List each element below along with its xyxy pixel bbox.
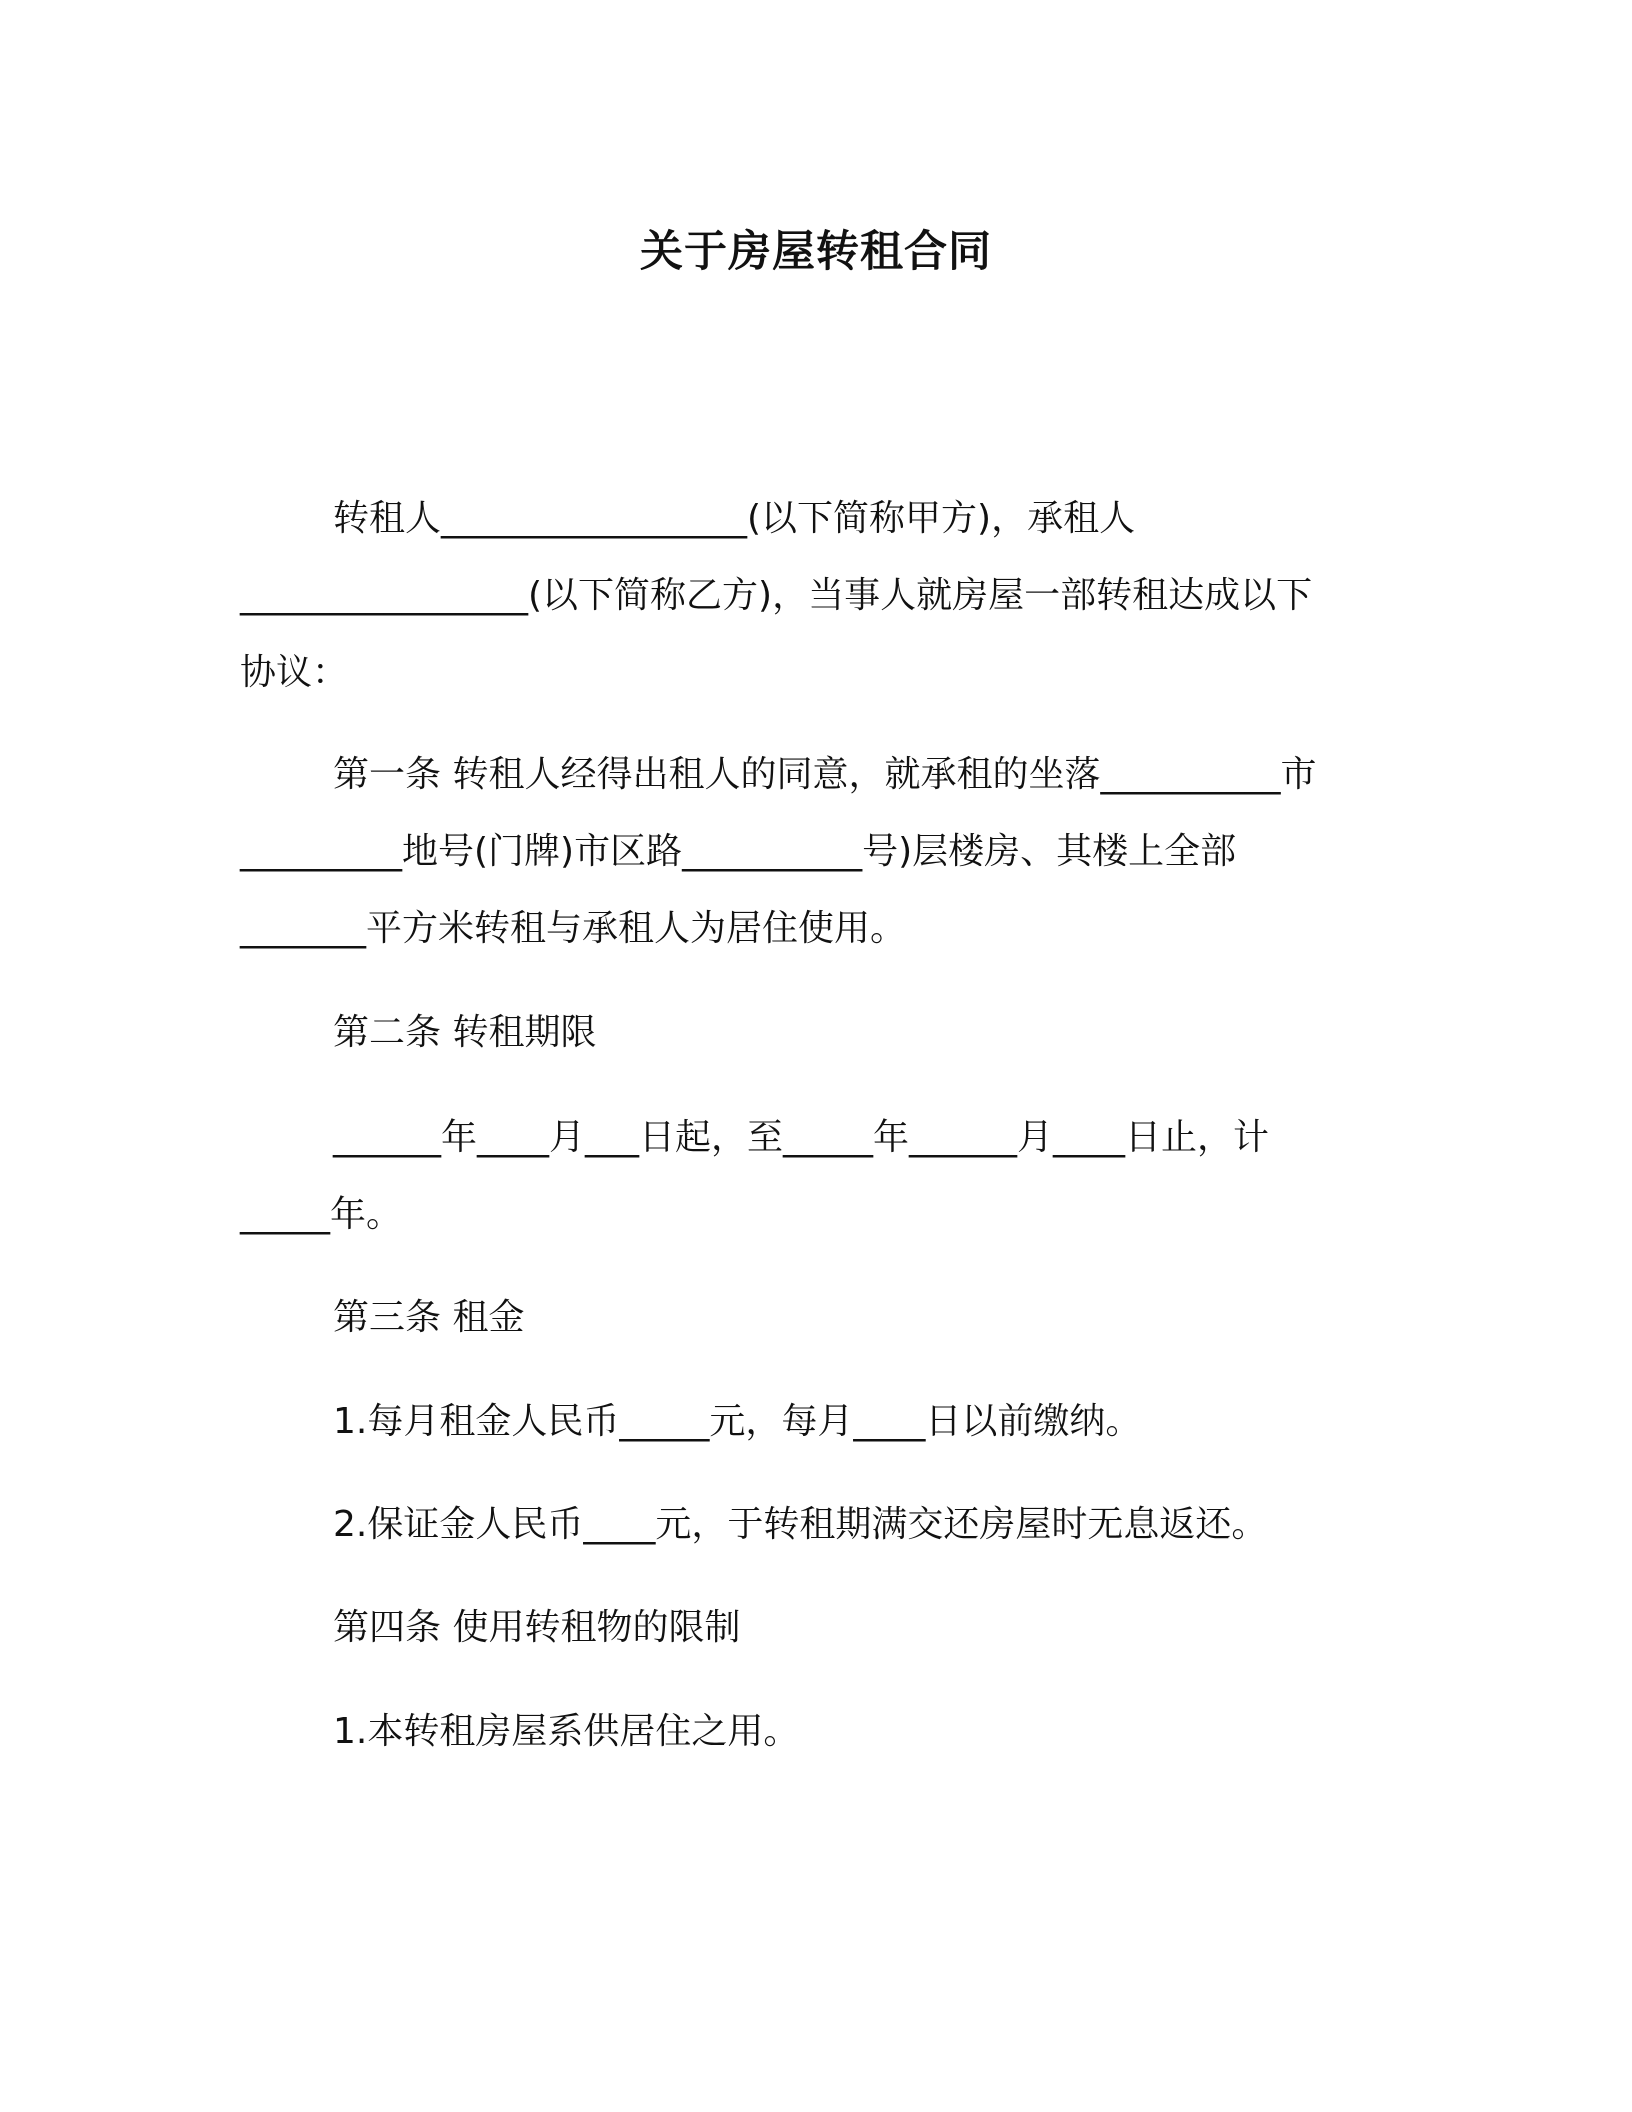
article-1-line-1: 第一条 转租人经得出租人的同意，就承租的坐落__________市 [333,754,1317,795]
document-title: 关于房屋转租合同 [640,227,992,277]
party-b-line: ________________(以下简称乙方)，当事人就房屋一部转租达成以下 [240,575,1313,616]
rent-clause-1: 1.每月租金人民币_____元，每月____日以前缴纳。 [333,1401,1142,1442]
article-2-heading: 第二条 转租期限 [333,1012,597,1053]
term-line-2: _____年。 [240,1194,403,1235]
article-3-heading: 第三条 租金 [333,1297,525,1338]
article-1-line-3: _______平方米转租与承租人为居住使用。 [240,908,907,949]
article-4-heading: 第四条 使用转租物的限制 [333,1607,741,1648]
rent-clause-2: 2.保证金人民币____元，于转租期满交还房屋时无息返还。 [333,1504,1268,1545]
usage-clause-1: 1.本转租房屋系供居住之用。 [333,1711,800,1752]
party-a-line: 转租人_________________(以下简称甲方)，承租人 [333,498,1136,539]
term-line-1: ______年____月___日起，至_____年______月____日止，计 [333,1117,1270,1158]
article-1-line-2: _________地号(门牌)市区路__________号)层楼房、其楼上全部 [240,831,1237,872]
agreement-line: 协议： [240,652,349,693]
